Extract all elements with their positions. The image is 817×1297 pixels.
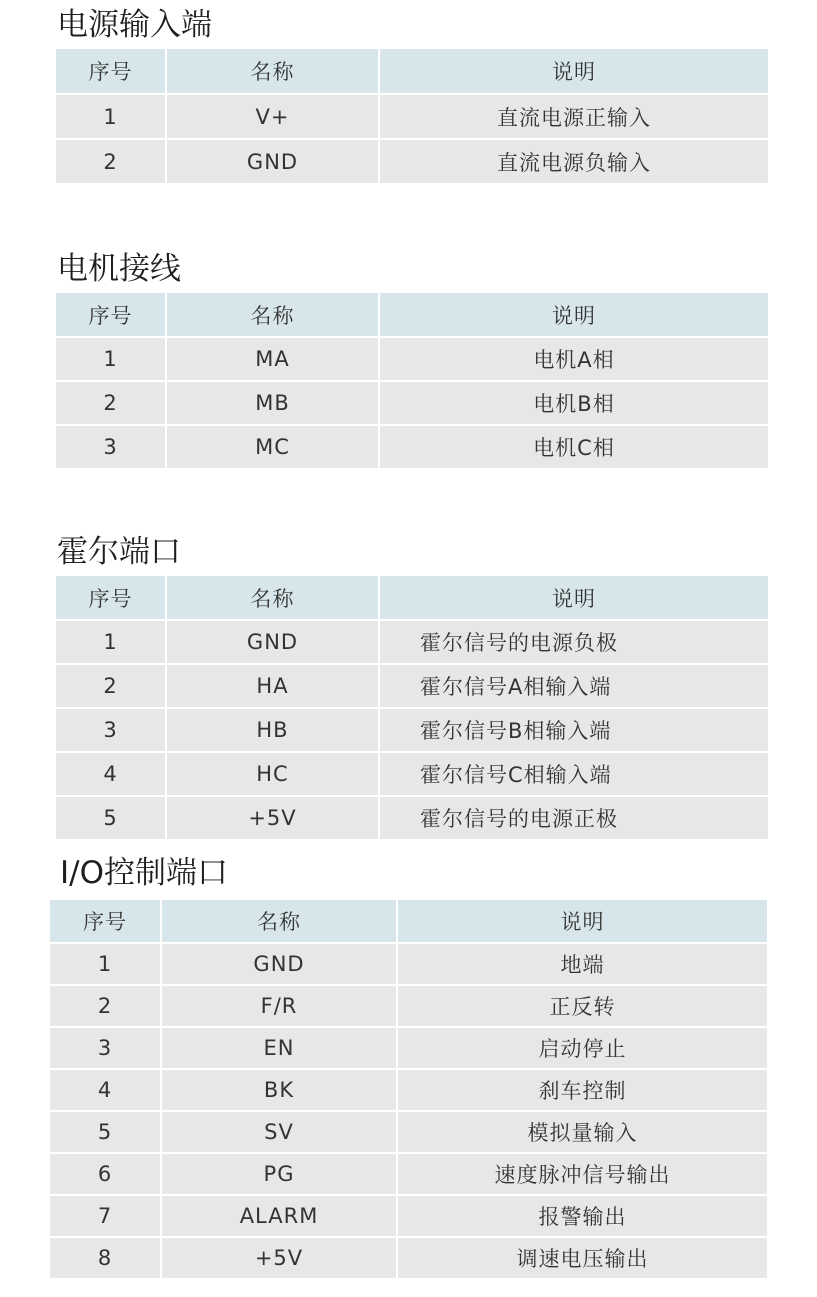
cell-description: 霍尔信号的电源负极: [379, 620, 768, 664]
cell-name: F/R: [161, 985, 397, 1027]
cell-index: 1: [56, 620, 166, 664]
cell-index: 1: [56, 94, 166, 139]
header-description: 说明: [379, 49, 768, 94]
cell-name: HB: [166, 708, 379, 752]
cell-name: PG: [161, 1153, 397, 1195]
table-row: [50, 943, 767, 985]
table-row: [50, 985, 767, 1027]
table-row: [56, 708, 768, 752]
table-header-row: [56, 49, 768, 94]
table-row: [50, 1069, 767, 1111]
cell-index: 2: [56, 664, 166, 708]
table-header-row: [56, 293, 768, 337]
header-description: 说明: [379, 576, 768, 620]
cell-name: MB: [166, 381, 379, 425]
cell-description: 电机A相: [379, 337, 768, 381]
cell-description: 霍尔信号A相输入端: [379, 664, 768, 708]
cell-description: 调速电压输出: [397, 1237, 767, 1279]
cell-name: HC: [166, 752, 379, 796]
table-row: [50, 1027, 767, 1069]
cell-index: 1: [56, 337, 166, 381]
cell-index: 6: [50, 1153, 161, 1195]
cell-index: 3: [50, 1027, 161, 1069]
table-header-row: [56, 576, 768, 620]
cell-description: 电机B相: [379, 381, 768, 425]
table-hall-port: [56, 576, 768, 841]
cell-description: 霍尔信号B相输入端: [379, 708, 768, 752]
cell-name: GND: [166, 139, 379, 184]
cell-index: 1: [50, 943, 161, 985]
header-name: 名称: [166, 293, 379, 337]
cell-index: 7: [50, 1195, 161, 1237]
cell-name: V+: [166, 94, 379, 139]
cell-name: +5V: [161, 1237, 397, 1279]
cell-name: EN: [161, 1027, 397, 1069]
header-name: 名称: [161, 900, 397, 943]
table-row: [56, 752, 768, 796]
cell-index: 4: [50, 1069, 161, 1111]
cell-name: ALARM: [161, 1195, 397, 1237]
cell-index: 2: [56, 381, 166, 425]
table-power-input: [56, 49, 768, 185]
table-row: [56, 796, 768, 840]
table-row: [56, 425, 768, 469]
cell-description: 直流电源负输入: [379, 139, 768, 184]
cell-index: 4: [56, 752, 166, 796]
table-row: [50, 1237, 767, 1279]
table-row: [56, 381, 768, 425]
header-index: 序号: [56, 293, 166, 337]
section-title-hall-port: 霍尔端口: [57, 534, 181, 570]
table-row: [50, 1195, 767, 1237]
table-row: [50, 1111, 767, 1153]
table-row: [56, 337, 768, 381]
cell-name: GND: [166, 620, 379, 664]
cell-description: 刹车控制: [397, 1069, 767, 1111]
cell-description: 报警输出: [397, 1195, 767, 1237]
cell-description: 模拟量输入: [397, 1111, 767, 1153]
cell-index: 8: [50, 1237, 161, 1279]
table-motor-wiring: [56, 293, 768, 470]
cell-index: 5: [56, 796, 166, 840]
cell-description: 直流电源正输入: [379, 94, 768, 139]
cell-name: HA: [166, 664, 379, 708]
cell-name: MC: [166, 425, 379, 469]
section-title-power-input: 电源输入端: [57, 7, 212, 43]
cell-index: 2: [56, 139, 166, 184]
table-row: [56, 620, 768, 664]
cell-name: MA: [166, 337, 379, 381]
cell-name: SV: [161, 1111, 397, 1153]
cell-description: 地端: [397, 943, 767, 985]
cell-index: 3: [56, 708, 166, 752]
cell-name: +5V: [166, 796, 379, 840]
table-row: [56, 139, 768, 184]
cell-index: 5: [50, 1111, 161, 1153]
header-name: 名称: [166, 576, 379, 620]
header-description: 说明: [397, 900, 767, 943]
cell-index: 3: [56, 425, 166, 469]
cell-description: 正反转: [397, 985, 767, 1027]
header-description: 说明: [379, 293, 768, 337]
cell-description: 启动停止: [397, 1027, 767, 1069]
header-index: 序号: [56, 576, 166, 620]
header-name: 名称: [166, 49, 379, 94]
table-row: [56, 94, 768, 139]
table-io-control-port: [50, 900, 767, 1280]
cell-name: GND: [161, 943, 397, 985]
cell-description: 霍尔信号C相输入端: [379, 752, 768, 796]
header-index: 序号: [50, 900, 161, 943]
table-row: [56, 664, 768, 708]
cell-description: 电机C相: [379, 425, 768, 469]
table-row: [50, 1153, 767, 1195]
cell-description: 霍尔信号的电源正极: [379, 796, 768, 840]
section-title-motor-wiring: 电机接线: [57, 251, 181, 287]
table-header-row: [50, 900, 767, 943]
cell-name: BK: [161, 1069, 397, 1111]
header-index: 序号: [56, 49, 166, 94]
cell-description: 速度脉冲信号输出: [397, 1153, 767, 1195]
section-title-io-control-port: I/O控制端口: [60, 855, 228, 891]
cell-index: 2: [50, 985, 161, 1027]
